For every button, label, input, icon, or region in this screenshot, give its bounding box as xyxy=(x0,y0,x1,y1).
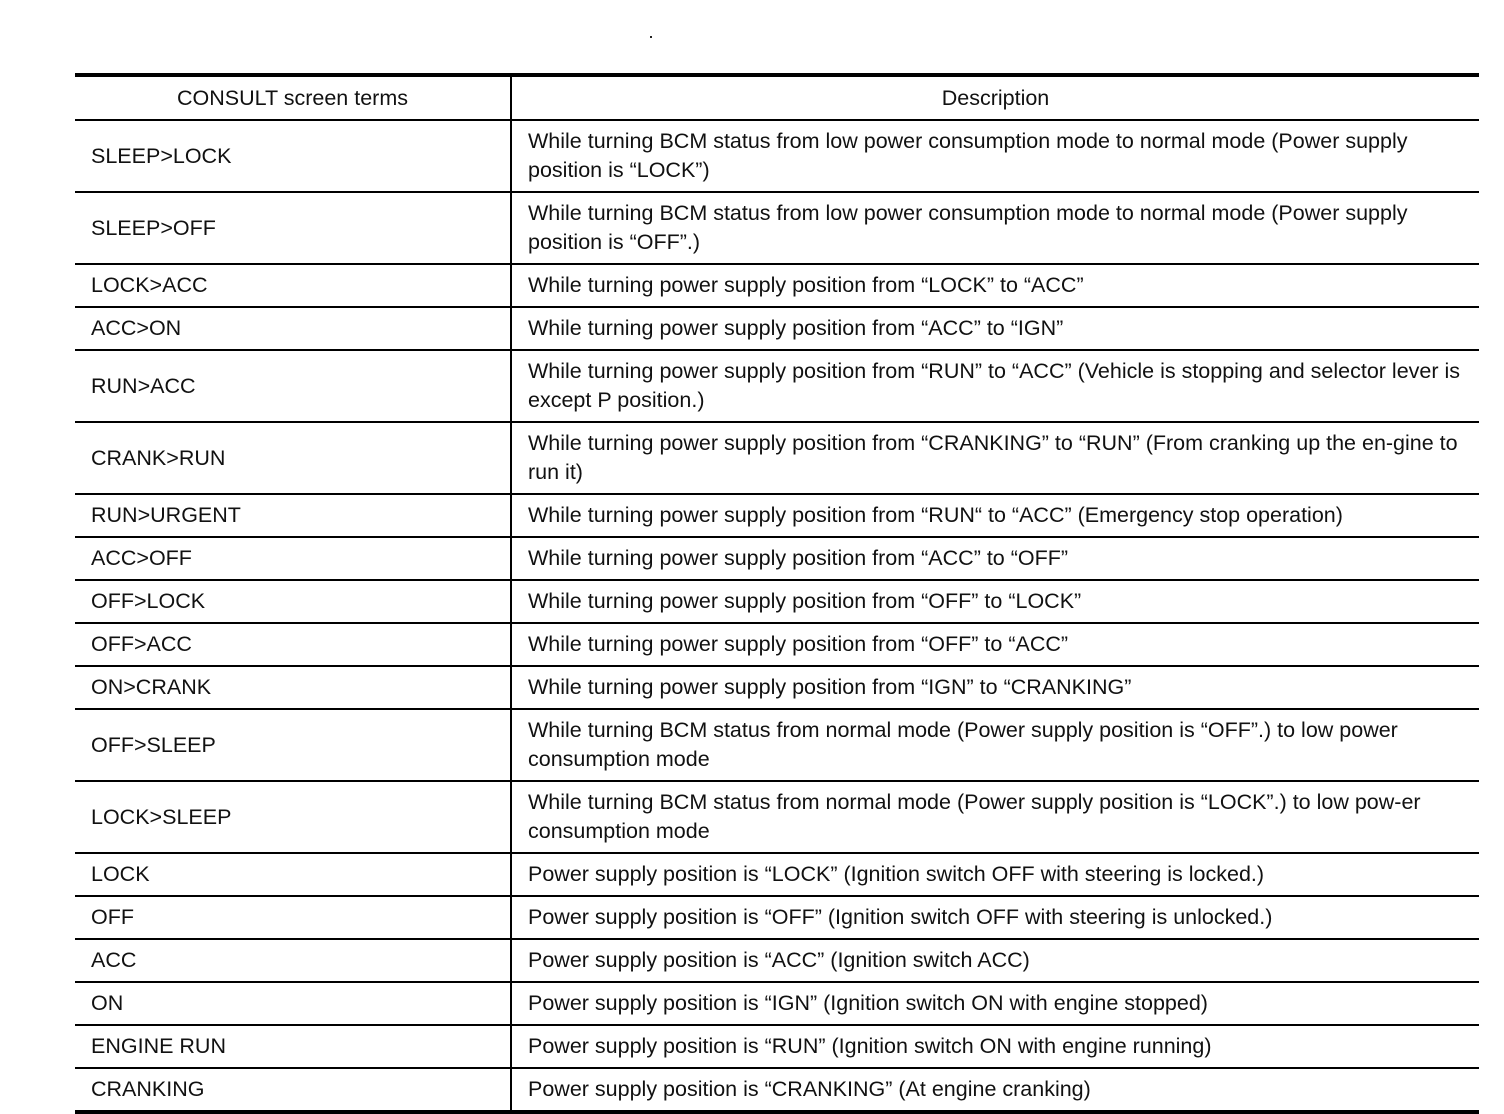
table-row xyxy=(75,939,1479,982)
table-row xyxy=(75,350,1479,422)
term-cell: OFF>SLEEP xyxy=(75,709,511,781)
term-cell: RUN>URGENT xyxy=(75,494,511,537)
header-description: Description xyxy=(511,75,1479,120)
table-row xyxy=(75,896,1479,939)
table-row xyxy=(75,422,1479,494)
term-cell: ACC>ON xyxy=(75,307,511,350)
consult-terms-table xyxy=(75,73,1479,1114)
description-cell: While turning BCM status from low power consumption mode to normal mode (Power supply position is “LOCK”) xyxy=(511,120,1479,192)
description-cell: Power supply position is “CRANKING” (At engine cranking) xyxy=(528,1077,1091,1101)
table-row xyxy=(75,709,1479,781)
table-row xyxy=(75,192,1479,264)
description-cell: While turning power supply position from “OFF” to “LOCK” xyxy=(511,580,1479,623)
term-cell: LOCK>ACC xyxy=(75,264,511,307)
description-cell: While turning power supply position from “RUN“ to “ACC” (Emergency stop operation) xyxy=(511,494,1479,537)
table-row xyxy=(75,853,1479,896)
term-cell: CRANKING xyxy=(75,1068,511,1112)
description-cell: Power supply position is “OFF” (Ignition switch OFF with steering is unlocked.) xyxy=(511,896,1479,939)
table-row xyxy=(75,1068,1479,1112)
description-cell: While turning BCM status from normal mode (Power supply position is “LOCK”.) to low pow-er consumption mode xyxy=(511,781,1479,853)
table-body xyxy=(75,120,1479,1112)
header-row xyxy=(75,75,1479,120)
table-row xyxy=(75,494,1479,537)
term-cell: CRANK>RUN xyxy=(75,422,511,494)
description-cell: Power supply position is “RUN” (Ignition switch ON with engine running) xyxy=(511,1025,1479,1068)
header-term: CONSULT screen terms xyxy=(75,75,511,120)
table-row xyxy=(75,264,1479,307)
description-cell: While turning power supply position from “RUN” to “ACC” (Vehicle is stopping and selector lever is except P position.) xyxy=(511,350,1479,422)
term-cell: OFF>LOCK xyxy=(75,580,511,623)
term-cell: ENGINE RUN xyxy=(75,1025,511,1068)
term-cell: LOCK>SLEEP xyxy=(75,781,511,853)
table-row xyxy=(75,1025,1479,1068)
table-row xyxy=(75,623,1479,666)
term-cell: ON>CRANK xyxy=(75,666,511,709)
term-cell: ACC>OFF xyxy=(75,537,511,580)
table-row xyxy=(75,666,1479,709)
description-cell: While turning power supply position from “OFF” to “ACC” xyxy=(511,623,1479,666)
table-row xyxy=(75,580,1479,623)
description-cell: While turning BCM status from low power consumption mode to normal mode (Power supply position is “OFF”.) xyxy=(511,192,1479,264)
term-cell: ON xyxy=(75,982,511,1025)
table-row xyxy=(75,537,1479,580)
table-row xyxy=(75,307,1479,350)
term-cell: OFF xyxy=(75,896,511,939)
description-cell: Power supply position is “IGN” (Ignition switch ON with engine stopped) xyxy=(511,982,1479,1025)
table-row xyxy=(75,781,1479,853)
description-cell: Power supply position is “LOCK” (Ignition switch OFF with steering is locked.) xyxy=(511,853,1479,896)
table-row xyxy=(75,120,1479,192)
term-cell: LOCK xyxy=(75,853,511,896)
term-cell: RUN>ACC xyxy=(75,350,511,422)
description-cell: While turning power supply position from “LOCK” to “ACC” xyxy=(511,264,1479,307)
term-cell: SLEEP>OFF xyxy=(75,192,511,264)
description-cell: While turning power supply position from “ACC” to “IGN” xyxy=(511,307,1479,350)
description-cell: While turning power supply position from “CRANKING” to “RUN” (From cranking up the en-gine to run it) xyxy=(511,422,1479,494)
description-cell: While turning power supply position from “ACC” to “OFF” xyxy=(511,537,1479,580)
description-cell: While turning BCM status from normal mode (Power supply position is “OFF”.) to low power consumption mode xyxy=(511,709,1479,781)
stray-dot xyxy=(650,36,652,38)
term-cell: SLEEP>LOCK xyxy=(75,120,511,192)
term-cell: OFF>ACC xyxy=(75,623,511,666)
term-cell: ACC xyxy=(75,939,511,982)
table-row xyxy=(75,982,1479,1025)
description-cell: While turning power supply position from “IGN” to “CRANKING” xyxy=(511,666,1479,709)
description-cell: Power supply position is “ACC” (Ignition switch ACC) xyxy=(511,939,1479,982)
